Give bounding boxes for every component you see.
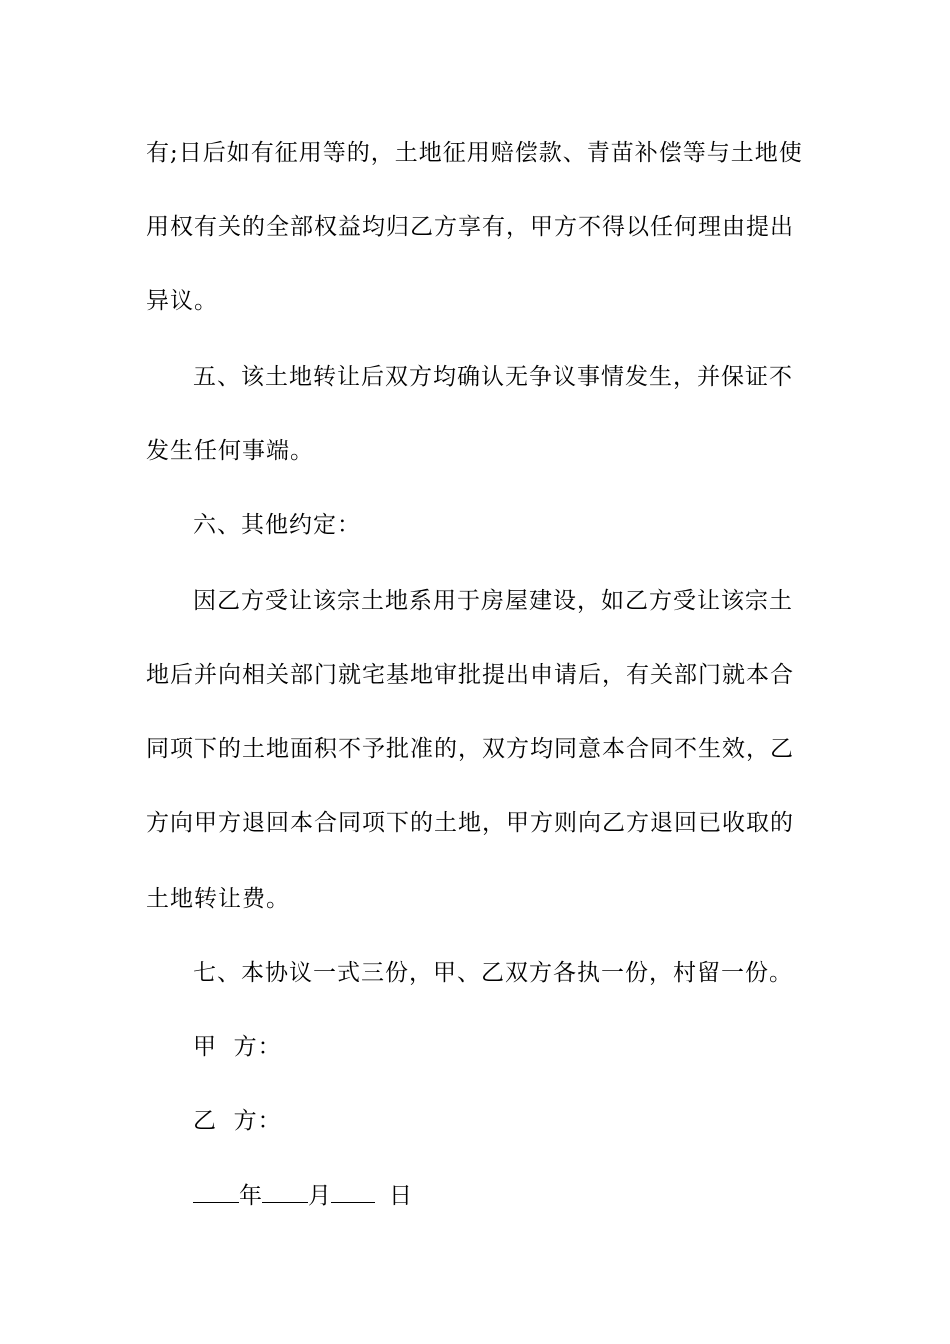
year-label: 年 <box>239 1183 262 1209</box>
year-blank <box>193 1180 239 1203</box>
paragraph-line: 异议。 <box>146 288 218 314</box>
paragraph-line: 土地转让费。 <box>146 886 290 912</box>
day-blank <box>331 1180 375 1203</box>
paragraph-line: 发生任何事端。 <box>146 438 314 464</box>
month-label: 月 <box>308 1183 331 1209</box>
month-blank <box>262 1180 308 1203</box>
clause-five-line: 五、该土地转让后双方均确认无争议事情发生，并保证不 <box>193 364 793 390</box>
clause-seven-line: 七、本协议一式三份，甲、乙双方各执一份，村留一份。 <box>193 960 793 986</box>
party-a-label: 甲 方： <box>193 1034 282 1060</box>
paragraph-line: 同项下的土地面积不予批准的，双方均同意本合同不生效，乙 <box>146 736 794 762</box>
paragraph-line: 方向甲方退回本合同项下的土地，甲方则向乙方退回已收取的 <box>146 810 794 836</box>
paragraph-line: 有;日后如有征用等的，土地征用赔偿款、青苗补偿等与土地使 <box>146 140 803 166</box>
signature-date <box>193 1180 412 1211</box>
party-b-label: 乙 方： <box>193 1108 282 1134</box>
paragraph-line: 因乙方受让该宗土地系用于房屋建设，如乙方受让该宗土 <box>193 588 793 614</box>
clause-six-heading: 六、其他约定： <box>193 512 361 538</box>
day-label: 日 <box>389 1183 412 1209</box>
paragraph-line: 用权有关的全部权益均归乙方享有，甲方不得以任何理由提出 <box>146 214 794 240</box>
paragraph-line: 地后并向相关部门就宅基地审批提出申请后，有关部门就本合 <box>146 662 794 688</box>
